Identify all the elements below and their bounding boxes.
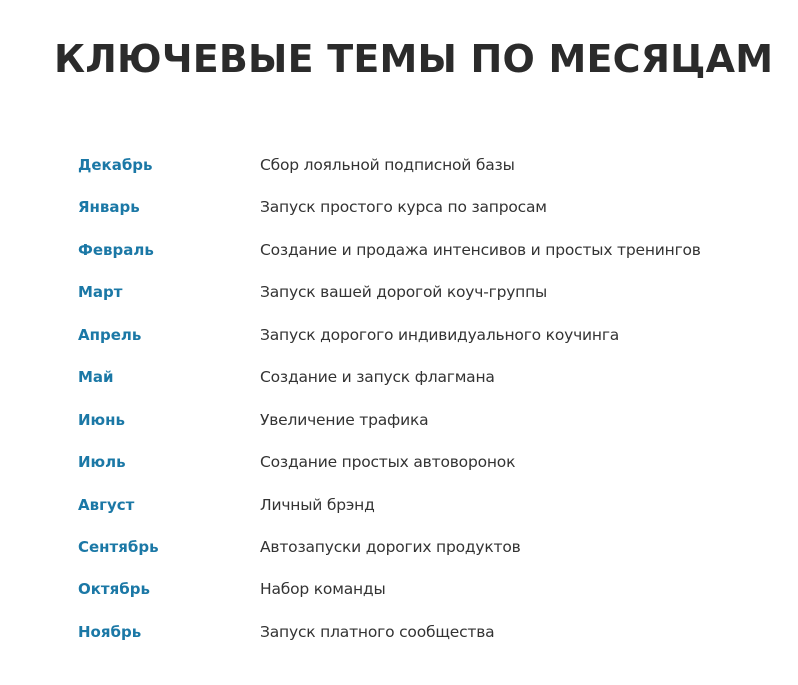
month-label: Январь <box>78 198 140 217</box>
topic-text: Сбор лояльной подписной базы <box>260 156 515 174</box>
month-label: Февраль <box>78 240 154 259</box>
list-item-august <box>78 491 758 533</box>
month-label: Август <box>78 495 135 514</box>
month-label: Июль <box>78 453 126 472</box>
topic-text: Создание и запуск флагмана <box>260 368 495 387</box>
list-item-june <box>78 406 758 448</box>
month-label: Июнь <box>78 410 125 429</box>
monthly-topics-list <box>78 151 758 660</box>
list-item-july <box>78 448 758 490</box>
topic-text: Увеличение трафика <box>260 410 429 429</box>
month-label: Май <box>78 368 114 387</box>
topic-text: Создание и продажа интенсивов и простых тренингов <box>260 240 701 259</box>
page-title: КЛЮЧЕВЫЕ ТЕМЫ ПО МЕСЯЦАМ <box>54 37 774 81</box>
list-item-december <box>78 151 758 193</box>
topic-text: Запуск дорогого индивидуального коучинга <box>260 325 620 344</box>
topic-text: Запуск платного сообщества <box>260 622 495 641</box>
topic-text: Автозапуски дорогих продуктов <box>260 537 521 556</box>
month-label: Ноябрь <box>78 622 142 641</box>
list-item-april <box>78 321 758 363</box>
topic-text: Набор команды <box>260 580 386 599</box>
month-label: Декабрь <box>78 156 153 174</box>
list-item-march <box>78 278 758 320</box>
month-label: Апрель <box>78 325 142 344</box>
month-label: Октябрь <box>78 580 150 599</box>
month-label: Март <box>78 283 123 302</box>
list-item-may <box>78 363 758 405</box>
list-item-october <box>78 575 758 617</box>
month-label: Сентябрь <box>78 537 159 556</box>
topic-text: Личный брэнд <box>260 495 375 514</box>
list-item-september <box>78 533 758 575</box>
topic-text: Создание простых автоворонок <box>260 453 516 472</box>
list-item-february <box>78 236 758 278</box>
list-item-january <box>78 193 758 235</box>
topic-text: Запуск простого курса по запросам <box>260 198 547 217</box>
list-item-november <box>78 618 758 660</box>
topic-text: Запуск вашей дорогой коуч-группы <box>260 283 548 302</box>
